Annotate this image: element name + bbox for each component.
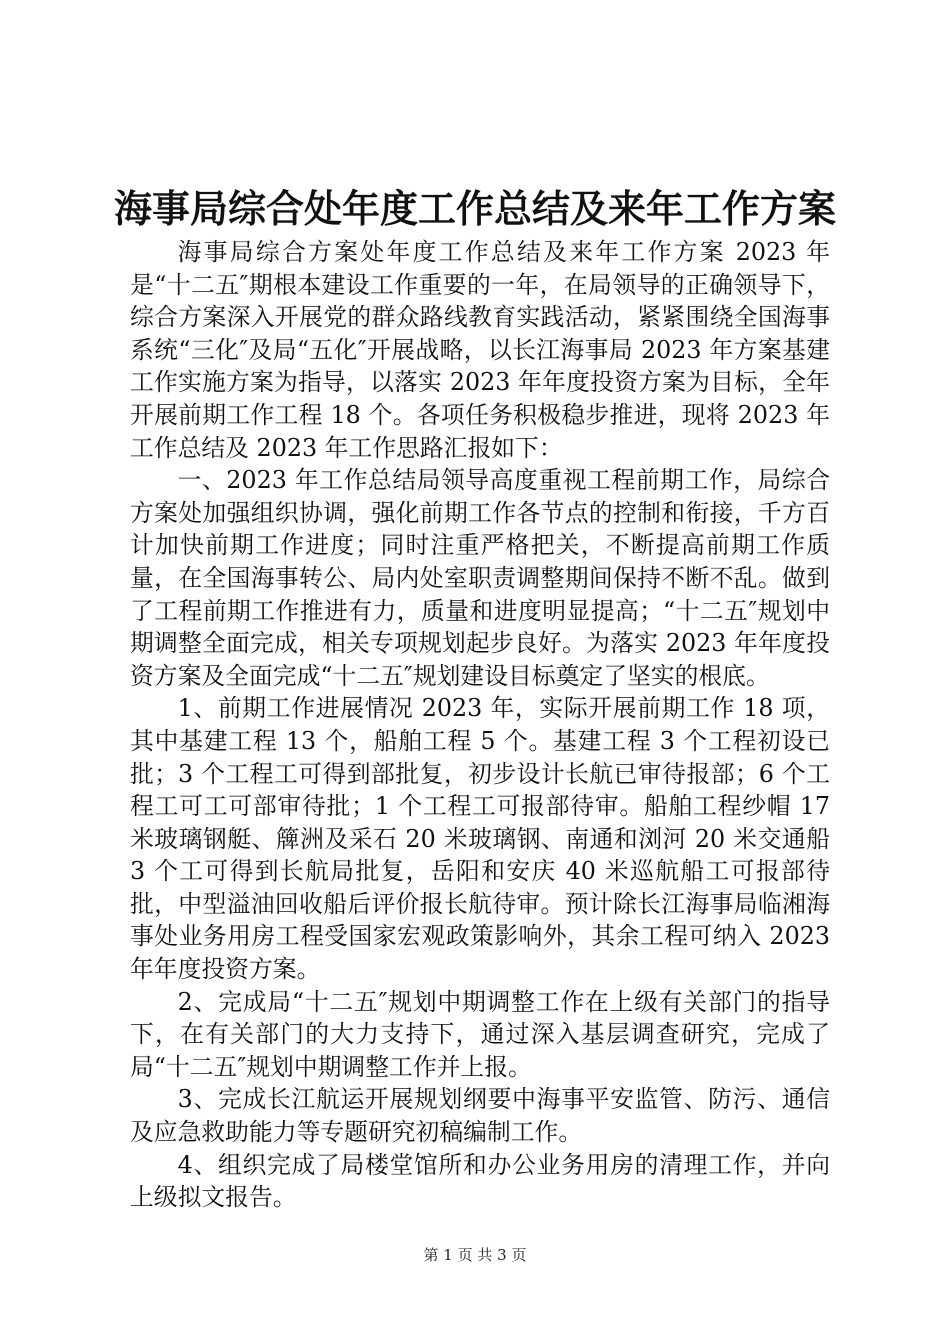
page-footer: 第 1 页 共 3 页 (423, 1246, 527, 1264)
paragraph-item-2: 2、完成局“十二五″规划中期调整工作在上级有关部门的指导下，在有关部门的大力支持下，通过深入基层调查研究，完成了局“十二五″规划中期调整工作并上报。 (130, 987, 830, 1081)
paragraph-section-1: 一、2023 年工作总结局领导高度重视工程前期工作，局综合方案处加强组织协调，强化前期工作各节点的控制和衔接，千方百计加快前期工作进度；同时注重严格把关，不断提高前期工作质量，在全国海事转公、局内处室职责调整期间保持不断不乱。做到了工程前期工作推进有力，质量和进度明显提高；“十二五″规划中期调整全面完成，相关专项规划起步良好。为落实 2023 年年度投资方案及全面完成“十二五″规划建设目标奠定了坚实的根底。 (130, 466, 830, 690)
paragraph-intro: 海事局综合方案处年度工作总结及来年工作方案 2023 年是“十二五″期根本建设工作重要的一年，在局领导的正确领导下，综合方案深入开展党的群众路线教育实践活动，紧紧围绕全国海事系统“三化″及局“五化″开展战略，以长江海事局 2023 年方案基建工作实施方案为指导，以落实 2023 年年度投资方案为目标，全年开展前期工作工程 18 个。各项任务积极稳步推进，现将 2023 年工作总结及 2023 年工作思路汇报如下： (130, 238, 830, 462)
paragraph-item-3: 3、完成长江航运开展规划纲要中海事平安监管、防污、通信及应急救助能力等专题研究初稿编制工作。 (130, 1085, 830, 1147)
document-title: 海事局综合处年度工作总结及来年工作方案 (113, 186, 836, 231)
paragraph-item-1: 1、前期工作进展情况 2023 年，实际开展前期工作 18 项，其中基建工程 13 个，船舶工程 5 个。基建工程 3 个工程初设已批；3 个工程工可得到部批复，初步设计长航已审待报部；6 个工程工可工可部审待批；1 个工程工可报部待审。船舶工程纱帽 17 米玻璃钢艇、簰洲及采石 20 米玻璃钢、南通和浏河 20 米交通船 3 个工可得到长航局批复，岳阳和安庆 40 米巡航船工可报部待批，中型溢油回收船后评价报长航待审。预计除长江海事局临湘海事处业务用房工程受国家宏观政策影响外，其余工程可纳入 2023 年年度投资方案。 (130, 694, 830, 984)
paragraph-item-4: 4、组织完成了局楼堂馆所和办公业务用房的清理工作，并向上级拟文报告。 (130, 1150, 830, 1212)
document-body (130, 236, 830, 1214)
